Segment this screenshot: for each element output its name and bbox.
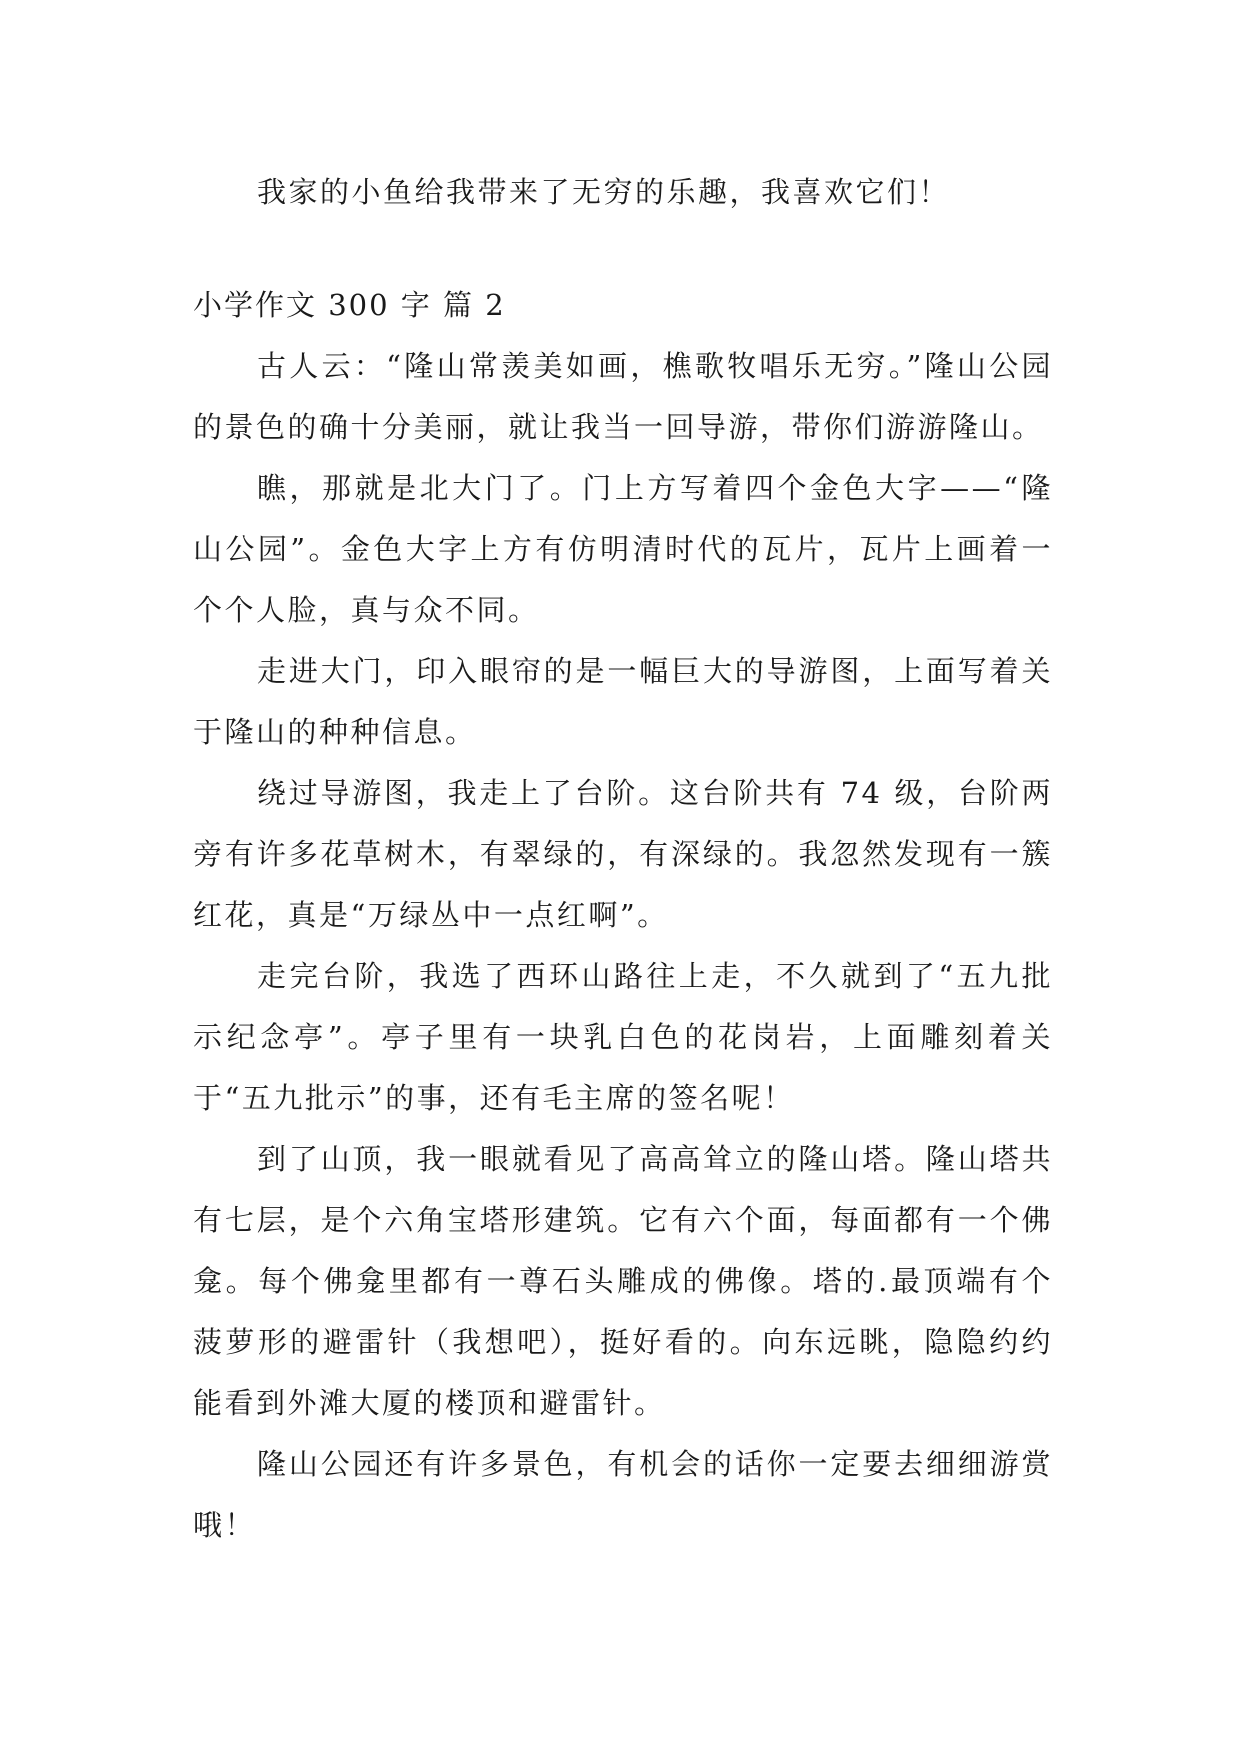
section-title: 小学作文 300 字 篇 2 [193,288,506,322]
paragraph-5: 走完台阶，我选了西环山路往上走，不久就到了“五九批示纪念亭”。亭子里有一块乳白色的花岗岩，上面雕刻着关于“五九批示”的事，还有毛主席的签名呢！ [193,959,1053,1115]
paragraph-6: 到了山顶，我一眼就看见了高高耸立的隆山塔。隆山塔共有七层，是个六角宝塔形建筑。它有六个面，每面都有一个佛龛。每个佛龛里都有一尊石头雕成的佛像。塔的.最顶端有个菠萝形的避雷针（我想吧），挺好看的。向东远眺，隐隐约约能看到外滩大厦的楼顶和避雷针。 [193,1142,1053,1420]
paragraph-3: 走进大门，印入眼帘的是一幅巨大的导游图，上面写着关于隆山的种种信息。 [193,654,1053,749]
paragraph-4: 绕过导游图，我走上了台阶。这台阶共有 74 级，台阶两旁有许多花草树木，有翠绿的，有深绿的。我忽然发现有一簇红花，真是“万绿丛中一点红啊”。 [193,776,1053,932]
paragraph-1: 古人云：“隆山常羡美如画，樵歌牧唱乐无穷。”隆山公园的景色的确十分美丽，就让我当一回导游，带你们游游隆山。 [193,349,1053,444]
paragraph-2: 瞧，那就是北大门了。门上方写着四个金色大字——“隆山公园”。金色大字上方有仿明清时代的瓦片，瓦片上画着一个个人脸，真与众不同。 [193,471,1053,627]
paragraph-7: 隆山公园还有许多景色，有机会的话你一定要去细细游赏哦！ [193,1447,1053,1542]
paragraph-closing-previous: 我家的小鱼给我带来了无穷的乐趣，我喜欢它们！ [257,175,951,209]
document-body [193,162,1053,1556]
